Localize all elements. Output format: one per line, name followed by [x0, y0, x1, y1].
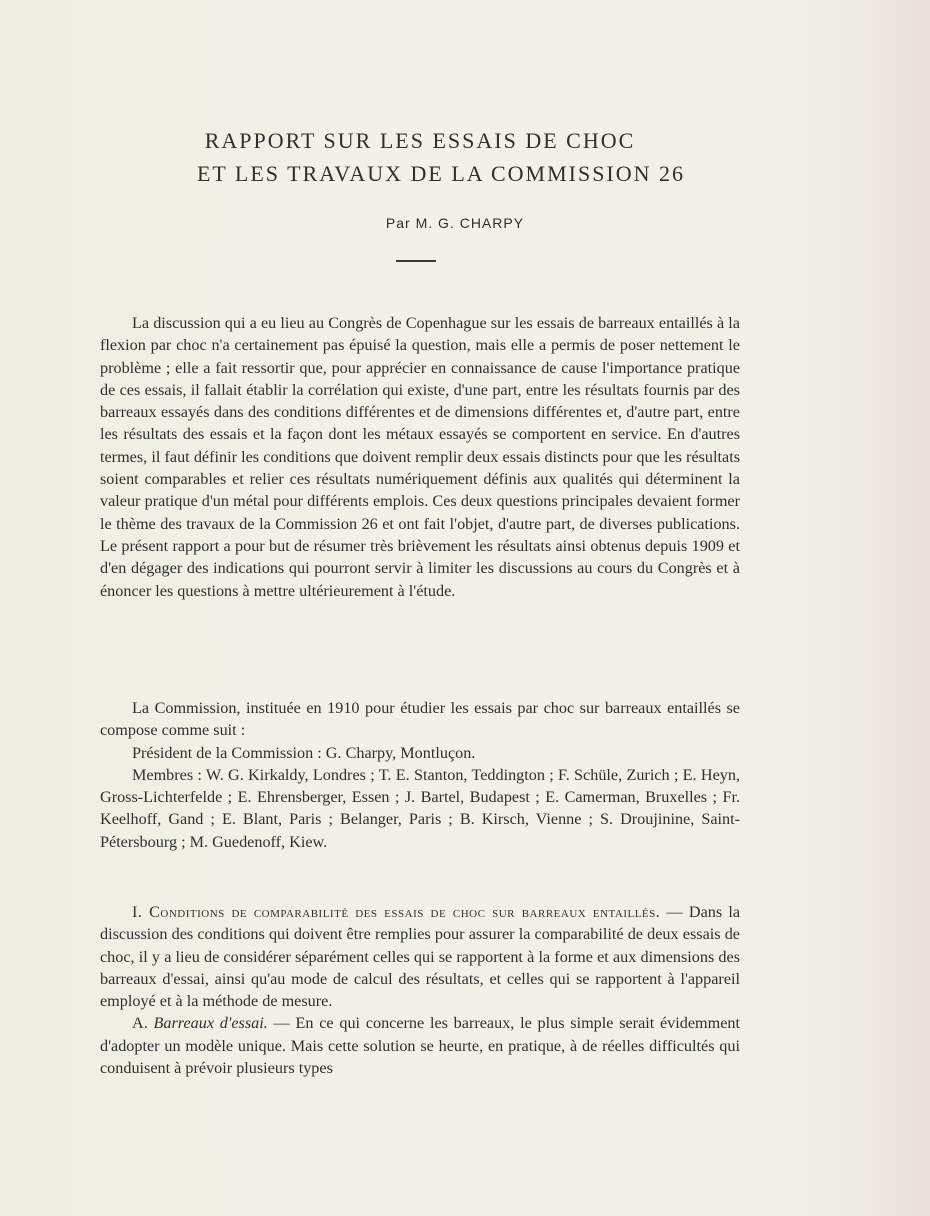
intro-paragraph-block [100, 312, 740, 602]
section-a-paragraph [100, 1012, 740, 1079]
commission-paragraph: La Commission, instituée en 1910 pour étudier les essais par choc sur barreaux entaillés se compose comme suit : [100, 699, 740, 740]
title-line-1: RAPPORT SUR LES ESSAIS DE CHOC [204, 128, 636, 153]
section-1-heading: I. Conditions de comparabilité des essais de choc sur barreaux entaillés. [132, 903, 661, 921]
section-1-text: — Dans la discussion des conditions qui doivent être remplies pour assurer la comparabilité de deux essais de choc, il y a lieu de considérer séparément celles qui se rapportent à la forme et aux dimensions des barreaux d'essai, ainsi qu'au mode de calcul des résultats, et celles qui se rapportent à l'appareil employé et à la méthode de mesure. [100, 903, 741, 1011]
members-paragraph: Membres : W. G. Kirkaldy, Londres ; T. E. Stanton, Teddington ; F. Schüle, Zurich ; E. Heyn, Gross-Lichterfelde ; E. Ehrensberger, Essen ; J. Bartel, Budapest ; E. Camerman, Bruxelles ; Fr. Keelhoff, Gand ; E. Blant, Paris ; Belanger, Paris ; B. Kirsch, Vienne ; S. Droujinine, Saint-Pétersbourg ; M. Guedenoff, Kiew. [100, 765, 740, 851]
title-line-2: ET LES TRAVAUX DE LA COMMISSION 26 [196, 161, 686, 186]
section-1-block [100, 901, 740, 1079]
section-a-text: — En ce qui concerne les barreaux, le plus simple serait évidemment d'adopter un modèle unique. Mais cette solution se heurte, en pratique, à de réelles difficultés qui conduisent à prévoir plusieurs types [100, 1014, 741, 1078]
president-paragraph: Président de la Commission : G. Charpy, Montluçon. [132, 743, 476, 762]
author-name: Par M. G. CHARPY [385, 215, 525, 231]
intro-paragraph: La discussion qui a eu lieu au Congrès de Copenhague sur les essais de barreaux entaillés à la flexion par choc n'a certainement pas épuisé la question, mais elle a permis de poser nettement le problème ; elle a fait ressortir que, pour apprécier en connaissance de cause l'importance pratique de ces essais, il fallait établir la corrélation qui existe, d'une part, entre les résultats fournis par des barreaux essayés dans des conditions différentes et de dimensions différentes et, d'autre part, entre les résultats des essais et la façon dont les métaux essayés se comportent en service. En d'autres termes, il faut définir les conditions que doivent remplir deux essais distincts pour que les résultats soient comparables et relier ces résultats numériquement définis aux qualités qui déterminent la valeur pratique d'un métal pour différents emplois. Ces deux questions principales devaient former le thème des travaux de la Commission 26 et ont fait l'objet, d'autre part, de diverses publications. Le présent rapport a pour but de résumer très brièvement les résultats ainsi obtenus depuis 1909 et d'en dégager des indications qui pourront servir à limiter les discussions au cours du Congrès et à énoncer les questions à mettre ultérieurement à l'étude. [100, 314, 740, 600]
commission-block [100, 697, 740, 853]
author-byline [0, 215, 930, 231]
section-1-paragraph [100, 901, 740, 1012]
section-a-heading: Barreaux d'essai. [153, 1014, 268, 1033]
title-divider [396, 260, 436, 262]
section-a-label: A. [132, 1014, 148, 1033]
